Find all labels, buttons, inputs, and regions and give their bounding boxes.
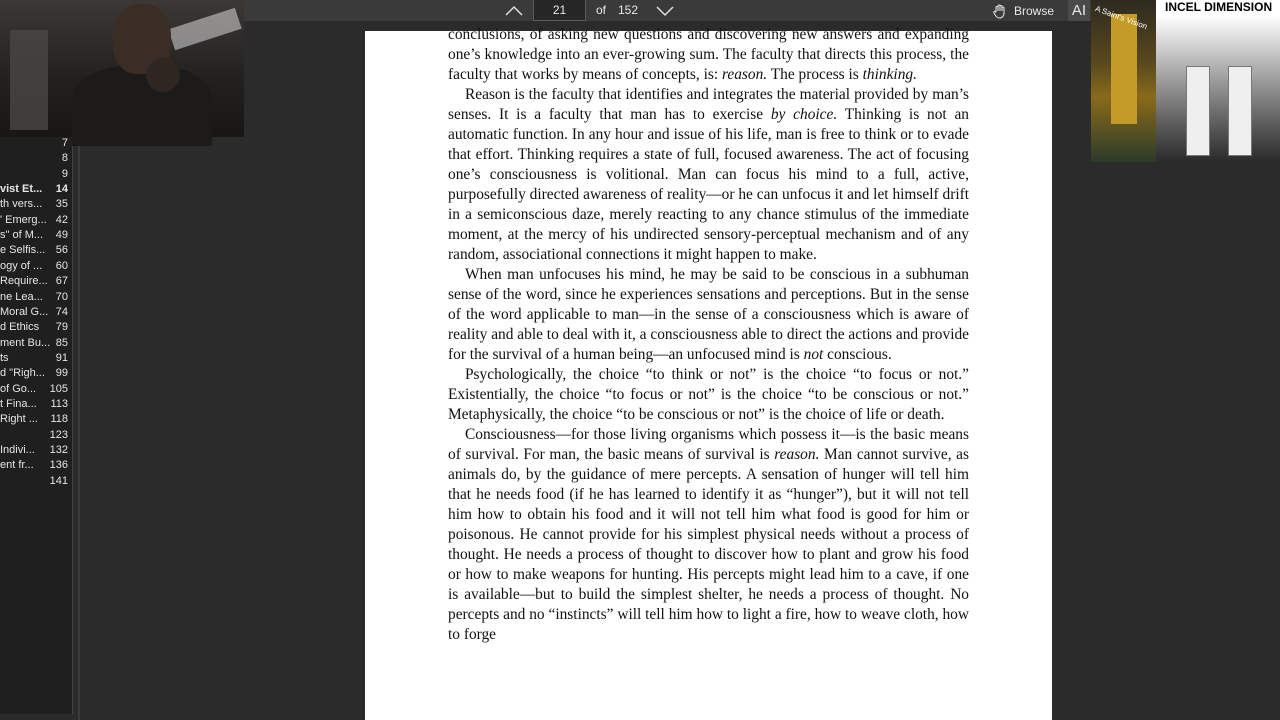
outline-item[interactable] [0,244,72,259]
emphasis: thinking. [862,66,917,83]
outline-item-page: 42 [55,213,68,226]
outline-item-page: 132 [49,444,68,456]
outline-item[interactable] [0,198,72,213]
outline-item-page: 113 [50,397,68,410]
hallway-photo [1156,16,1280,162]
emphasis: reason. [774,446,820,463]
next-page-button[interactable] [653,0,677,21]
golden-figure [1111,14,1137,124]
outline-item[interactable] [0,168,72,183]
outline-item-title: ne Lea... [0,290,43,303]
emphasis: by choice. [770,106,838,123]
outline-item[interactable] [0,337,72,352]
outline-item-title: ' Emerg... [0,213,47,226]
page-text [448,25,969,645]
outline-item[interactable] [0,444,72,459]
outline-item-title: t Fina... [0,397,37,410]
paragraph [448,425,969,645]
text-run: conclusions, of asking new questions and discovering new answers and expanding one’s knowledge into an ever-growing sum. The faculty that directs this process, the faculty that works by means of concepts, is: [448,26,969,83]
outline-item-title: ment Bu... [0,336,51,349]
outline-item-title: s" of M... [0,229,44,242]
paragraph [448,25,969,85]
outline-item-title: ent fr... [0,459,34,472]
outline-item-title: th vers... [0,198,43,211]
webcam-overlay [0,0,244,137]
figure-silhouette [1228,66,1252,156]
outline-item-page: 99 [55,367,68,380]
outline-item-page: 70 [55,290,68,303]
outline-item-title: of Go... [0,382,37,395]
outline-item-page: 91 [55,351,68,364]
hand-icon [992,3,1008,19]
browse-label: Browse [1014,3,1055,18]
outline-item-page: 118 [50,413,68,426]
outline-item-title: Require... [0,275,48,288]
outline-item[interactable] [0,291,72,306]
text-run: When man unfocuses his mind, he may be said to be conscious in a subhuman sense of the word, since he experiences sensations and perceptions. But in the sense of the word applicable to man—in the sense of a consciousness which is aware of reality and able to deal with it, a consciousness able to direct the actions and provide for the survival of a human being—an unfocused mind is [448,266,969,363]
emphasis: reason. [721,66,768,83]
sidebar-scrollbar[interactable] [78,137,80,720]
outline-item[interactable] [0,306,72,321]
outline-item-page: 56 [55,244,68,257]
outline-item-title: d "Righ... [0,367,45,380]
paragraph [448,85,969,265]
of-label: of [596,3,607,17]
outline-item[interactable] [0,413,72,428]
paragraph [448,365,969,425]
outline-item-title: d Ethics [0,321,40,334]
outline-item-page: 123 [49,428,68,441]
image-overlay [1091,0,1280,162]
previous-page-button[interactable] [502,0,526,21]
outline-item[interactable] [0,229,72,244]
outline-item-title: ts [0,351,9,364]
outline-item-page: 141 [49,474,68,487]
outline-item[interactable] [0,183,72,198]
outline-item[interactable] [0,321,72,336]
webcam-person-body [72,66,212,146]
overlay-title: INCEL DIMENSION [1165,0,1273,14]
text-run: Reason is the faculty that identifies and integrates the material provided by man’s senses. It is a faculty that man has to exercise [448,86,969,123]
outline-item-title: Indivi... [0,444,35,456]
outline-item-page: 67 [55,275,68,288]
document-page [365,26,1052,720]
outline-item-page: 9 [61,167,68,180]
webcam-person-hand [146,58,180,92]
outline-item[interactable] [0,214,72,229]
outline-item-page: 8 [61,152,68,165]
outline-item[interactable] [0,383,72,398]
outline-item[interactable] [0,152,72,167]
outline-item-title: vist Et... [0,183,43,196]
page-number-input[interactable] [533,0,586,21]
outline-item-page: 14 [55,183,68,196]
bookmark-outline-panel [0,137,73,714]
outline-item[interactable] [0,260,72,275]
webcam-ceiling-light [168,8,241,51]
text-run: Consciousness—for those living organisms which possess it—is the basic means of survival. For man, the basic means of survival is [448,426,969,463]
painting-caption: A Saint's Vision [1093,4,1149,32]
outline-item-title: Right ... [0,413,38,426]
text-run: Thinking is not an automatic function. In any hour and issue of his life, man is free to think or to evade that effort. Thinking requires a state of full, focused awareness. The act of focusing one’s consciousness is volitional. Man can focus his mind to a full, active, purposefully directed awareness of reality—or he can unfocus it and let himself drift in a semiconscious daze, merely reacting to any chance stimulus of the immediate moment, at the mercy of his undirected sensory-perceptual mechanism and of any random, associational connections it might happen to make. [448,106,969,263]
outline-item[interactable] [0,459,72,474]
text-run: Man cannot survive, as animals do, by the guidance of mere percepts. A sensation of hunger will tell him that he needs food (if he has learned to identify it as “hunger”), but it will not tell him how to obtain his food and it will not tell him what food is good for him or poisonous. He cannot provide for his simplest physical needs without a process of thought. He needs a process of thought to discover how to plant and grow his food or how to make weapons for hunting. His percepts might lead him to a cave, if one is available—but to build the simplest shelter, he needs a process of thought. No percepts and no “instincts” will tell him how to light a fire, how to weave cloth, how to forge [448,446,969,643]
outline-item[interactable] [0,275,72,290]
outline-item-page: 105 [49,382,68,395]
outline-item-page: 49 [55,229,68,242]
emphasis: not [803,346,824,363]
chevron-up-icon [505,5,523,17]
browse-button[interactable] [992,0,1054,21]
text-run: Psychologically, the choice “to think or not” is the choice “to focus or not.” Existentially, the choice “to focus or not” is the choice “to be conscious or not.” Metaphysically, the choice “to be conscious or not” is the choice of life or death. [448,366,969,423]
outline-item-page: 74 [55,305,68,318]
outline-item[interactable] [0,367,72,382]
webcam-background-shelf [10,30,48,130]
text-run: The process is [767,66,863,83]
outline-item-page: 60 [55,259,68,272]
outline-item[interactable] [0,137,72,152]
outline-item-page: 85 [55,336,68,349]
outline-item-title: Moral G... [0,305,49,318]
outline-item[interactable] [0,398,72,413]
outline-item[interactable] [0,475,72,490]
text-run: conscious. [823,346,892,363]
outline-item-page: 79 [55,321,68,334]
outline-item-page: 35 [55,198,68,211]
ai-label: AI [1071,2,1087,19]
outline-item-page: 7 [61,137,68,149]
outline-item-title: e Selfis... [0,244,46,257]
total-pages-label: 152 [618,3,639,17]
outline-item[interactable] [0,429,72,444]
ai-button[interactable] [1068,0,1090,21]
chevron-down-icon [656,5,674,17]
outline-item-title: ogy of ... [0,259,43,272]
outline-item[interactable] [0,352,72,367]
figure-silhouette [1186,66,1210,156]
outline-item-page: 136 [49,459,68,472]
paragraph [448,265,969,365]
